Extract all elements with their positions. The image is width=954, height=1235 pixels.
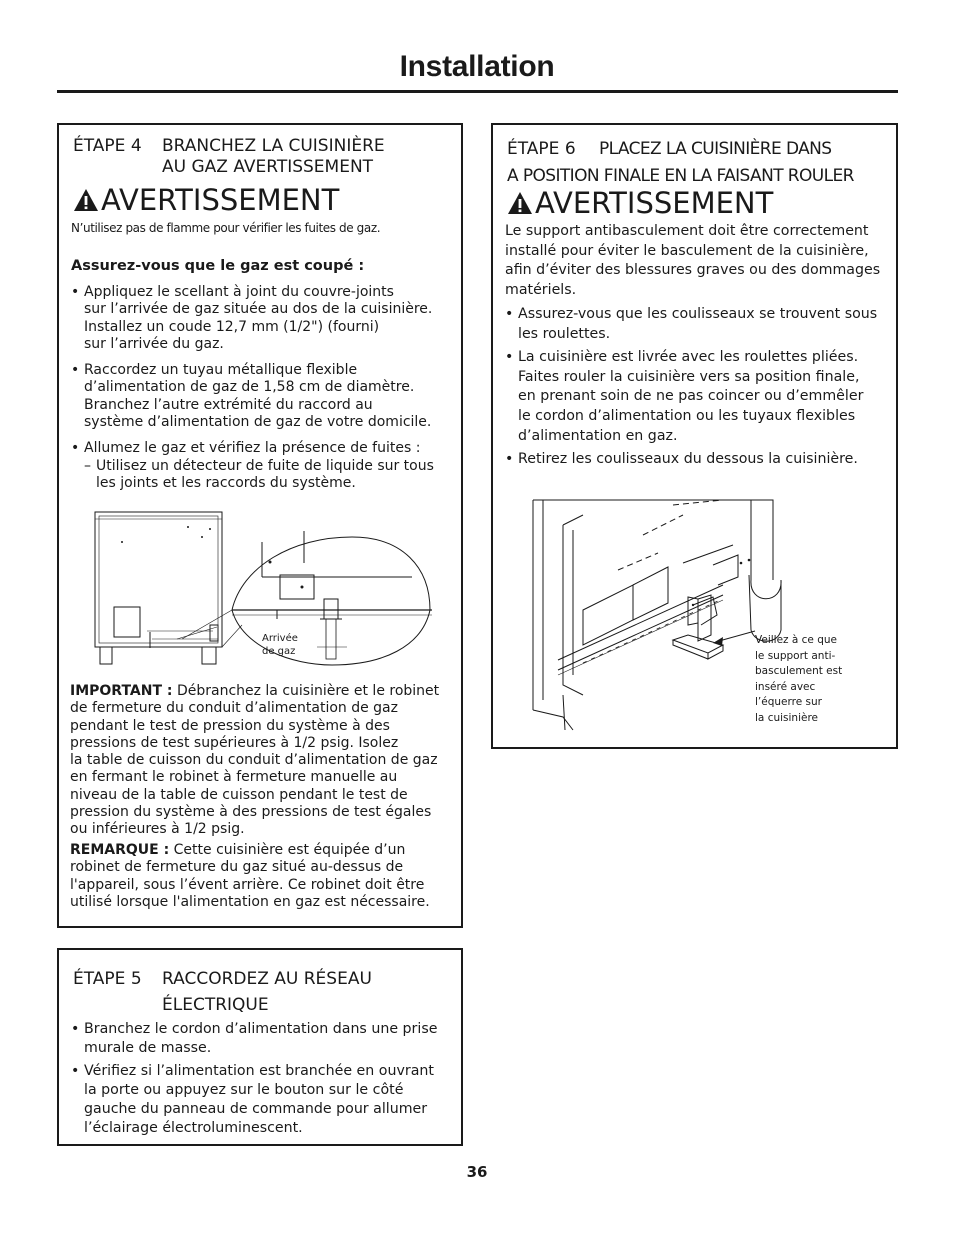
step4-heading-line2: AU GAZ AVERTISSEMENT — [162, 157, 374, 177]
list-item: • Assurez-vous que les coulisseaux se trouvent sous les roulettes. — [505, 305, 895, 344]
step4-important: IMPORTANT : Débranchez la cuisinière et le robinet de fermeture du conduit d’alimentation de gaz pendant le test de pression du système à des pressions de test supérieures à 1/2 psig. Isolez la table de cuisson du conduit d’alimentation de gaz en fermant le robinet à fermeture manuelle au niveau de la table de cuisson pendant le test de pression du système à des pressions de test égales ou inférieures à 1/2 psig. — [70, 683, 440, 838]
step6-intro: Le support antibasculement doit être correctement installé pour éviter le basculement de la cuisinière, afin d’éviter des blessures graves ou des dommages matériels. — [505, 223, 881, 298]
gas-connection-figure — [92, 507, 432, 667]
step5-heading-line2: ÉLECTRIQUE — [162, 995, 269, 1015]
step4-number: ÉTAPE 4 — [73, 136, 142, 156]
step6-heading-line1: PLACEZ LA CUISINIÈRE DANS — [599, 139, 832, 159]
list-item: • Branchez le cordon d’alimentation dans une prise murale de masse. — [71, 1020, 456, 1058]
page-number: 36 — [466, 1163, 488, 1181]
step5-heading — [73, 966, 372, 1018]
step6-heading-line2: A POSITION FINALE EN LA FAISANT ROULER — [507, 166, 854, 186]
sub-list-item: – Utilisez un détecteur de fuite de liquide sur tous les joints et les raccords du système. — [84, 457, 434, 491]
step4-bullet-list — [71, 284, 456, 492]
important-label: IMPORTANT : — [70, 683, 173, 699]
title-rule — [57, 90, 898, 93]
list-item: • Appliquez le scellant à joint du couvre-joints sur l’arrivée de gaz située au dos de la cuisinière. Installez un coude 12,7 mm (1/2") (fourni) sur l’arrivée du gaz. — [71, 284, 456, 353]
warning-icon — [507, 191, 533, 215]
step5-heading-line1: RACCORDEZ AU RÉSEAU — [162, 969, 372, 989]
step6-warning — [507, 187, 773, 219]
step5-bullet-list — [71, 1020, 456, 1138]
step4-box — [57, 123, 463, 928]
step5-number: ÉTAPE 5 — [73, 969, 142, 989]
step6-heading — [507, 136, 854, 190]
warning-label: AVERTISSEMENT — [535, 186, 774, 220]
list-item: • Raccordez un tuyau métallique flexible d’alimentation de gaz de 1,58 cm de diamètre. Branchez l’autre extrémité du raccord au système d’alimentation de gaz de votre domicile. — [71, 362, 456, 431]
figure-label-line1: Arrivée — [262, 633, 298, 644]
step6-bullet-list — [505, 305, 895, 470]
step5-box — [57, 948, 463, 1146]
list-item: • Vérifiez si l’alimentation est branchée en ouvrant la porte ou appuyez sur le bouton sur le côté gauche du panneau de commande pour allumer l’éclairage électroluminescent. — [71, 1062, 456, 1138]
anti-tip-caption: Veillez à ce que le support anti- basculement est inséré avec l’équerre sur la cuisinière — [755, 634, 843, 724]
anti-tip-bracket-figure — [523, 495, 783, 735]
warning-label: AVERTISSEMENT — [101, 183, 340, 217]
note-label: REMARQUE : — [70, 842, 170, 858]
page-title: Installation — [399, 50, 555, 83]
list-item: • La cuisinière est livrée avec les roulettes pliées. Faites rouler la cuisinière vers sa position finale, en prenant soin de ne pas coincer ou d’emmêler le cordon d’alimentation ou les tuyaux flexibles d’alimentation en gaz. — [505, 348, 895, 446]
list-item: • Allumez le gaz et vérifiez la présence de fuites : – Utilisez un détecteur de fuite de liquide sur tous les joints et les raccords du système. — [71, 440, 456, 492]
step4-warning-text: N’utilisez pas de flamme pour vérifier les fuites de gaz. — [71, 221, 381, 235]
step4-note: REMARQUE : Cette cuisinière est équipée d’un robinet de fermeture du gaz situé au-dessus de l'appareil, sous l’évent arrière. Ce robinet doit être utilisé lorsque l'alimentation en gaz est nécessaire. — [70, 842, 430, 910]
step6-number: ÉTAPE 6 — [507, 139, 576, 159]
figure-label-line2: de gaz — [262, 646, 296, 657]
list-item: • Retirez les coulisseaux du dessous la cuisinière. — [505, 450, 895, 470]
warning-icon — [73, 188, 99, 212]
step4-warning — [73, 184, 339, 216]
step6-box — [491, 123, 898, 749]
step4-heading-line1: BRANCHEZ LA CUISINIÈRE — [162, 136, 385, 156]
step4-heading — [73, 136, 385, 178]
step4-subheading: Assurez-vous que le gaz est coupé : — [71, 258, 365, 274]
